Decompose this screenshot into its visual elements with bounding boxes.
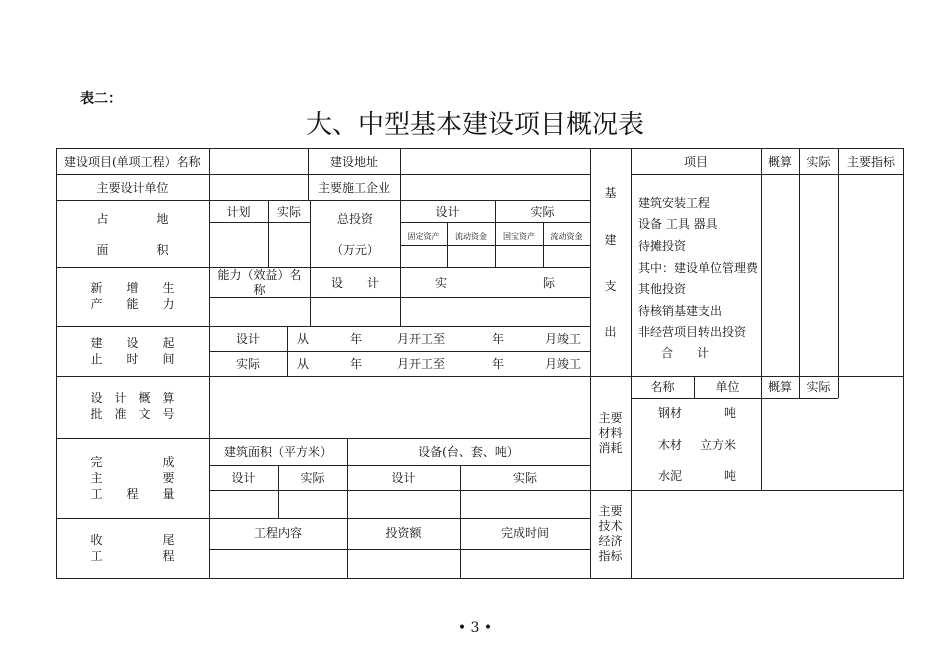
period-actual-start: 月开工至	[397, 357, 446, 371]
project-name-label: 建设项目(单项工程）名称	[64, 155, 201, 169]
tech-label-1: 主要	[598, 504, 623, 518]
period-design-label: 设计	[235, 332, 260, 346]
total-investment-line1: 总投资	[336, 212, 373, 226]
capex-item: 待摊投资	[638, 239, 687, 253]
approval-line2: 批 准 文 号	[90, 407, 175, 421]
land-actual-header: 实际	[276, 205, 301, 219]
tech-label-2: 技术	[598, 519, 623, 533]
material-unit-header: 单位	[715, 380, 740, 394]
indicator-header: 主要指标	[846, 155, 895, 169]
period-design-end: 月竣工	[545, 332, 582, 346]
capex-item: 建筑安装工程	[638, 196, 711, 210]
construction-firm-label: 主要施工企业	[317, 181, 390, 195]
budget-header: 概算	[767, 155, 792, 169]
area-actual-header: 实际	[300, 471, 325, 485]
equipment-header: 设备(台、套、吨）	[418, 445, 519, 459]
actual-fixed-assets: 国宝资产	[503, 232, 535, 241]
tech-label-4: 指标	[598, 549, 623, 563]
equipment-actual-header: 实际	[512, 471, 537, 485]
capex-char-4: 出	[604, 325, 617, 339]
equipment-design-header: 设计	[391, 471, 416, 485]
capex-item: 其他投资	[638, 282, 687, 296]
main-qty-line3: 工 程 量	[90, 487, 175, 501]
land-label-line1: 占 地	[96, 212, 169, 226]
capacity-design-header: 设 计	[330, 276, 379, 290]
material-name: 木材	[658, 438, 683, 452]
period-design-year2: 年	[492, 332, 505, 346]
land-label-line2: 面 积	[96, 243, 169, 257]
period-line2: 止 时 间	[90, 352, 175, 366]
capex-item: 设备 工具 器具	[638, 217, 718, 231]
capex-total: 合 计	[661, 346, 710, 360]
completion-time-header: 完成时间	[500, 526, 549, 540]
item-header: 项目	[683, 155, 708, 169]
period-actual-end: 月竣工	[545, 357, 582, 371]
total-investment-line2: （万元）	[330, 243, 379, 257]
work-content-header: 工程内容	[253, 526, 302, 540]
capex-char-2: 建	[604, 233, 617, 247]
period-actual-label: 实际	[235, 357, 260, 371]
capex-item: 待核销基建支出	[638, 304, 723, 318]
materials-label-2: 材料	[598, 426, 623, 440]
new-capacity-line1: 新 增 生	[90, 281, 175, 295]
capex-char-3: 支	[604, 279, 617, 293]
actual-header: 实际	[806, 155, 831, 169]
page-number: • 3 •	[457, 620, 493, 636]
investment-design-header: 设计	[435, 205, 460, 219]
period-actual-from: 从	[297, 357, 310, 371]
capex-item: 非经营项目转出投资	[638, 325, 747, 339]
design-current-funds: 流动资金	[455, 232, 487, 241]
materials-label-3: 消耗	[598, 441, 623, 455]
main-qty-line1: 完 成	[90, 455, 175, 469]
investment-amount-header: 投资额	[385, 526, 422, 540]
material-unit: 吨	[724, 469, 737, 483]
capacity-actual-header: 实 际	[434, 276, 555, 290]
material-actual-header: 实际	[806, 380, 831, 394]
design-fixed-assets: 固定资产	[407, 232, 440, 241]
material-unit: 吨	[724, 406, 737, 420]
new-capacity-line2: 产 能 力	[90, 297, 175, 311]
period-line1: 建 设 起	[90, 336, 175, 350]
land-plan-header: 计划	[226, 205, 251, 219]
area-design-header: 设计	[231, 471, 256, 485]
material-budget-header: 概算	[767, 380, 792, 394]
period-actual-year: 年	[350, 357, 363, 371]
materials-label-1: 主要	[598, 411, 623, 425]
investment-actual-header: 实际	[530, 205, 555, 219]
design-unit-label: 主要设计单位	[96, 181, 169, 195]
document-title: 大、中型基本建设项目概况表	[305, 110, 644, 140]
period-design-start: 月开工至	[397, 332, 446, 346]
building-area-header: 建筑面积（平方米）	[223, 445, 332, 459]
tail-line1: 收 尾	[90, 533, 175, 547]
capacity-name-line2: 称	[253, 283, 266, 297]
table-label: 表二：	[80, 91, 122, 107]
main-qty-line2: 主 要	[90, 471, 175, 485]
period-design-year: 年	[350, 332, 363, 346]
material-name: 水泥	[658, 469, 683, 483]
actual-current-funds: 流动资金	[550, 232, 583, 241]
material-name-header: 名称	[650, 380, 675, 394]
capacity-name-line1: 能力（效益）名	[217, 268, 302, 282]
material-unit: 立方米	[700, 438, 737, 452]
period-design-from: 从	[297, 332, 310, 346]
tail-line2: 工 程	[90, 549, 175, 563]
approval-line1: 设 计 概 算	[90, 391, 175, 405]
capex-item: 其中：建设单位管理费	[638, 261, 759, 275]
material-name: 钢材	[658, 406, 683, 420]
site-label: 建设地址	[329, 155, 378, 169]
tech-label-3: 经济	[598, 534, 623, 548]
period-actual-year2: 年	[492, 357, 505, 371]
capex-char-1: 基	[604, 186, 617, 200]
